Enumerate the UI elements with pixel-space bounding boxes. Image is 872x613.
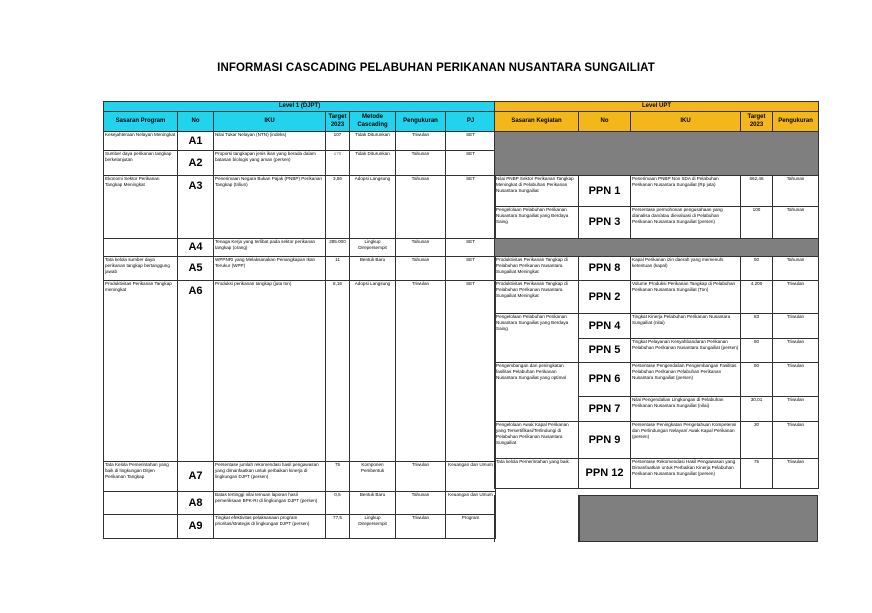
pengukuran-cell: Triwulan [773,363,819,397]
iku-cell: Persentase Rekomendasi Hasil Pengawasan yang Dimanfaatkan untuk Perbaikan Kinerja Pelabuhan Perikanan Nusantara Sungailiat (persen) [631,459,741,489]
pengukuran-cell: Tahunan [773,257,819,281]
target-cell: 4.200 [741,281,773,314]
pj-cell: SET [446,176,496,239]
table-row [104,281,496,462]
pengukuran-cell: Triwulan [773,459,819,489]
table-row [104,515,496,539]
no-cell: A5 [178,257,214,281]
table-row [495,422,819,459]
empty-gray-block-bottom [579,495,818,542]
metode-cell: Bentuk Baru [350,257,396,281]
iku-cell: Persentase Pengendalian Pengembangan Fasilitas Pelabuhan Perikanan Pelabuhan Perikanan Nusantara Sungailiat (persen) [631,363,741,397]
pj-cell: SET [446,132,496,151]
target-cell: 100 [741,207,773,239]
no-cell: A9 [178,515,214,539]
target-cell: 75 [326,462,350,492]
table-row [104,176,496,239]
table-row [104,257,496,281]
col-metode: Metode Cascading [350,112,396,132]
metode-cell: Komponen Pembentuk [350,462,396,492]
page-title: INFORMASI CASCADING PELABUHAN PERIKANAN NUSANTARA SUNGAILIAT [217,62,655,74]
no-cell: PPN 6 [579,363,631,397]
pengukuran-cell: Triwulan [396,462,446,492]
left-table-djpt [103,101,496,539]
sasaran-cell [104,492,178,515]
target-cell: 0,5 [326,492,350,515]
target-cell: ≤76 [326,151,350,176]
no-cell: A7 [178,462,214,492]
table-row [104,132,496,151]
divider [494,495,495,542]
no-cell: A4 [178,239,214,257]
pengukuran-cell: Tahunan [396,257,446,281]
pj-cell: SET [446,281,496,462]
no-cell: PPN 5 [579,339,631,363]
pengukuran-cell: Tahunan [396,492,446,515]
iku-cell: Volume Produksi Perikanan Tangkap di Pelabuhan Perikanan Nusantara Sungailiat (Ton) [631,281,741,314]
pj-cell: SET [446,239,496,257]
metode-cell: Tidak Diturunkan [350,132,396,151]
sasaran-cell: Tata Kelola Pemerintahan yang baik di lingkungan Ditjen Perikanan Tangkap [104,462,178,492]
col-target: Target 2023 [741,112,773,132]
target-cell: 83 [741,314,773,339]
col-target: Target 2023 [326,112,350,132]
pengukuran-cell: Triwulan [773,314,819,339]
no-cell: PPN 7 [579,397,631,422]
divider [578,495,579,542]
col-no: No [579,112,631,132]
sasaran-cell: Kesejahteraan Nelayan Meningkat [104,132,178,151]
target-cell: 662,46 [741,176,773,207]
iku-cell: Penerimaan Negara Bukan Pajak (PNBP) Perikanan Tangkap (triliun) [214,176,326,239]
target-cell: 30,01 [741,397,773,422]
sasaran-cell: Pengelolaan Pelabuhan Perikanan Nusantara Sungailiat yang Berdaya Saing [495,207,579,239]
target-cell: 285.000 [326,239,350,257]
no-cell: PPN 3 [579,207,631,239]
iku-cell: Penerimaan PNBP Non SDA di Pelabuhan Perikanan Nusantara Sungailiat (Rp juta) [631,176,741,207]
sasaran-cell: Sumber daya perikanan tangkap berkelanjutan [104,151,178,176]
level-upt-header: Level UPT [495,102,819,112]
right-table-upt [494,101,819,489]
iku-cell: Kapal Perikanan izin daerah yang memenuhi ketentuan (kapal) [631,257,741,281]
iku-cell: Tingkat Kinerja Pelabuhan Perikanan Nusantara Sungailiat (nilai) [631,314,741,339]
metode-cell: Lingkup Direpersempit [350,239,396,257]
target-cell: 77,5 [326,515,350,539]
iku-cell: Tingkat Pelayanan Kesyahbandaran Perikanan Pelabuhan Perikanan Nusantara Sungailiat (persen) [631,339,741,363]
metode-cell: Adopsi Langsung [350,176,396,239]
no-cell: A3 [178,176,214,239]
sasaran-cell [104,239,178,257]
no-cell: PPN 2 [579,281,631,314]
table-row [495,281,819,314]
col-sasaran-kegiatan: Sasaran Kegiatan [495,112,579,132]
sasaran-cell: Produktivitas Perikanan Tangkap meningkat [104,281,178,462]
no-cell: A8 [178,492,214,515]
sasaran-cell: Nilai PNBP Sektor Perikanan Tangkap Meningkat di Pelabuhan Perikanan Nusantara Sungailiat [495,176,579,207]
pengukuran-cell: Tahunan [773,207,819,239]
no-cell: A1 [178,132,214,151]
iku-cell: WPPNRI yang Melaksanakan Penangkapan Ikan Terukur (WPP) [214,257,326,281]
iku-cell: Nilai Pengendalian Lingkungan di Pelabuhan Perikanan Nusantara Sungailiat (nilai) [631,397,741,422]
sasaran-cell: Tata kelola sumber daya perikanan tangkap bertanggung jawab [104,257,178,281]
pengukuran-cell: Triwulan [773,281,819,314]
pj-cell: Keuangan dan Umum [446,492,496,515]
empty-gray-block [495,239,819,257]
level-1-header: Level 1 (DJPT) [104,102,496,112]
metode-cell: Adopsi Langsung [350,281,396,462]
table-row [495,176,819,207]
pj-cell: Keuangan dan Umum [446,462,496,492]
no-cell: PPN 4 [579,314,631,339]
col-pj: PJ [446,112,496,132]
iku-cell: Tenaga Kerja yang terlibat pada sektor perikanan tangkap (orang) [214,239,326,257]
sasaran-cell: Produktivitas Perikanan Tangkap di Pelabuhan Perikanan Nusantara Sungailiat Meningkat [495,281,579,314]
table-row [495,459,819,489]
table-row [495,314,819,339]
sasaran-cell: Pengelolaan Pelabuhan Perikanan Nusantara Sungailiat yang Berdaya Saing [495,314,579,363]
sasaran-cell: Tata kelola Pemerintahan yang baik [495,459,579,489]
iku-cell: Tingkat efektivitas pelaksanaan program prioritas/strategis di lingkungan DJPT (persen) [214,515,326,539]
sasaran-cell: Ekonomi Sektor Perikanan Tangkap Meningkat [104,176,178,239]
iku-cell: Batas tertinggi nilai temuan laporan hasil pemeriksaan BPK-RI di lingkungan DJPT (persen) [214,492,326,515]
no-cell: A6 [178,281,214,462]
iku-cell: Persentase permohonan pengusahaan yang dianalisa dan/atau dievaluasi di Pelabuhan Perikanan Nusantara Sungailiat (persen) [631,207,741,239]
sasaran-cell [104,515,178,539]
target-cell: 75 [741,459,773,489]
table-row [495,257,819,281]
iku-cell: Produksi perikanan tangkap (juta ton) [214,281,326,462]
pengukuran-cell: Triwulan [396,281,446,462]
target-cell: 50 [741,257,773,281]
target-cell: 107 [326,132,350,151]
pengukuran-cell: Tahunan [396,239,446,257]
target-cell: 8,16 [326,281,350,462]
pengukuran-cell: Triwulan [773,422,819,459]
target-cell: 80 [741,339,773,363]
no-cell: PPN 8 [579,257,631,281]
col-pengukuran: Pengukuran [773,112,819,132]
table-row [104,239,496,257]
target-cell: 50 [741,363,773,397]
no-cell: A2 [178,151,214,176]
col-pengukuran: Pengukuran [396,112,446,132]
table-row [104,492,496,515]
pengukuran-cell: Triwulan [773,339,819,363]
sasaran-cell: Pengelolaan Awak Kapal Perikanan yang Tersertifikasi/Terlindungi di Pelabuhan Perikanan Nusantara Sungailiat [495,422,579,459]
metode-cell: Lingkup Direpersempit [350,515,396,539]
empty-gray-block [495,132,819,176]
pj-cell: SET [446,257,496,281]
metode-cell: Bentuk Baru [350,492,396,515]
sasaran-cell: Pengembangan dan peningkatan fasilitas Pelabuhan Perikanan Nusantara Sungailiat yang optimal [495,363,579,422]
table-row [104,462,496,492]
pengukuran-cell: Triwulan [396,515,446,539]
col-iku: IKU [631,112,741,132]
sasaran-cell: Produktivitas Perikanan Tangkap di Pelabuhan Perikanan Nusantara Sungailiat Meningkat [495,257,579,281]
pengukuran-cell: Tahunan [396,176,446,239]
table-row [495,207,819,239]
col-sasaran-program: Sasaran Program [104,112,178,132]
no-cell: PPN 12 [579,459,631,489]
target-cell: 3,56 [326,176,350,239]
pengukuran-cell: Tahunan [396,151,446,176]
pengukuran-cell: Triwulan [773,397,819,422]
iku-cell: Proporsi tangkapan jenis ikan yang berada dalam batasan biologis yang aman (persen) [214,151,326,176]
target-cell: 11 [326,257,350,281]
metode-cell: Tidak Diturunkan [350,151,396,176]
col-iku: IKU [214,112,326,132]
target-cell: 30 [741,422,773,459]
no-cell: PPN 1 [579,176,631,207]
pj-cell: Program [446,515,496,539]
iku-cell: Persentase jumlah rekomendasi hasil pengawasan yang dimanfaatkan untuk perbaikan kinerja di lingkungan DJPT (persen) [214,462,326,492]
col-no: No [178,112,214,132]
pengukuran-cell: Triwulan [396,132,446,151]
iku-cell: Persentase Peningkatan Pengetahuan Kompetensi dan Perlindungan Nelayan/ Awak Kapal Perikanan (persen) [631,422,741,459]
table-row [104,151,496,176]
pj-cell: SET [446,151,496,176]
no-cell: PPN 9 [579,422,631,459]
table-row [495,363,819,397]
pengukuran-cell: Tahunan [773,176,819,207]
iku-cell: Nilai Tukar Nelayan (NTN) (indeks) [214,132,326,151]
